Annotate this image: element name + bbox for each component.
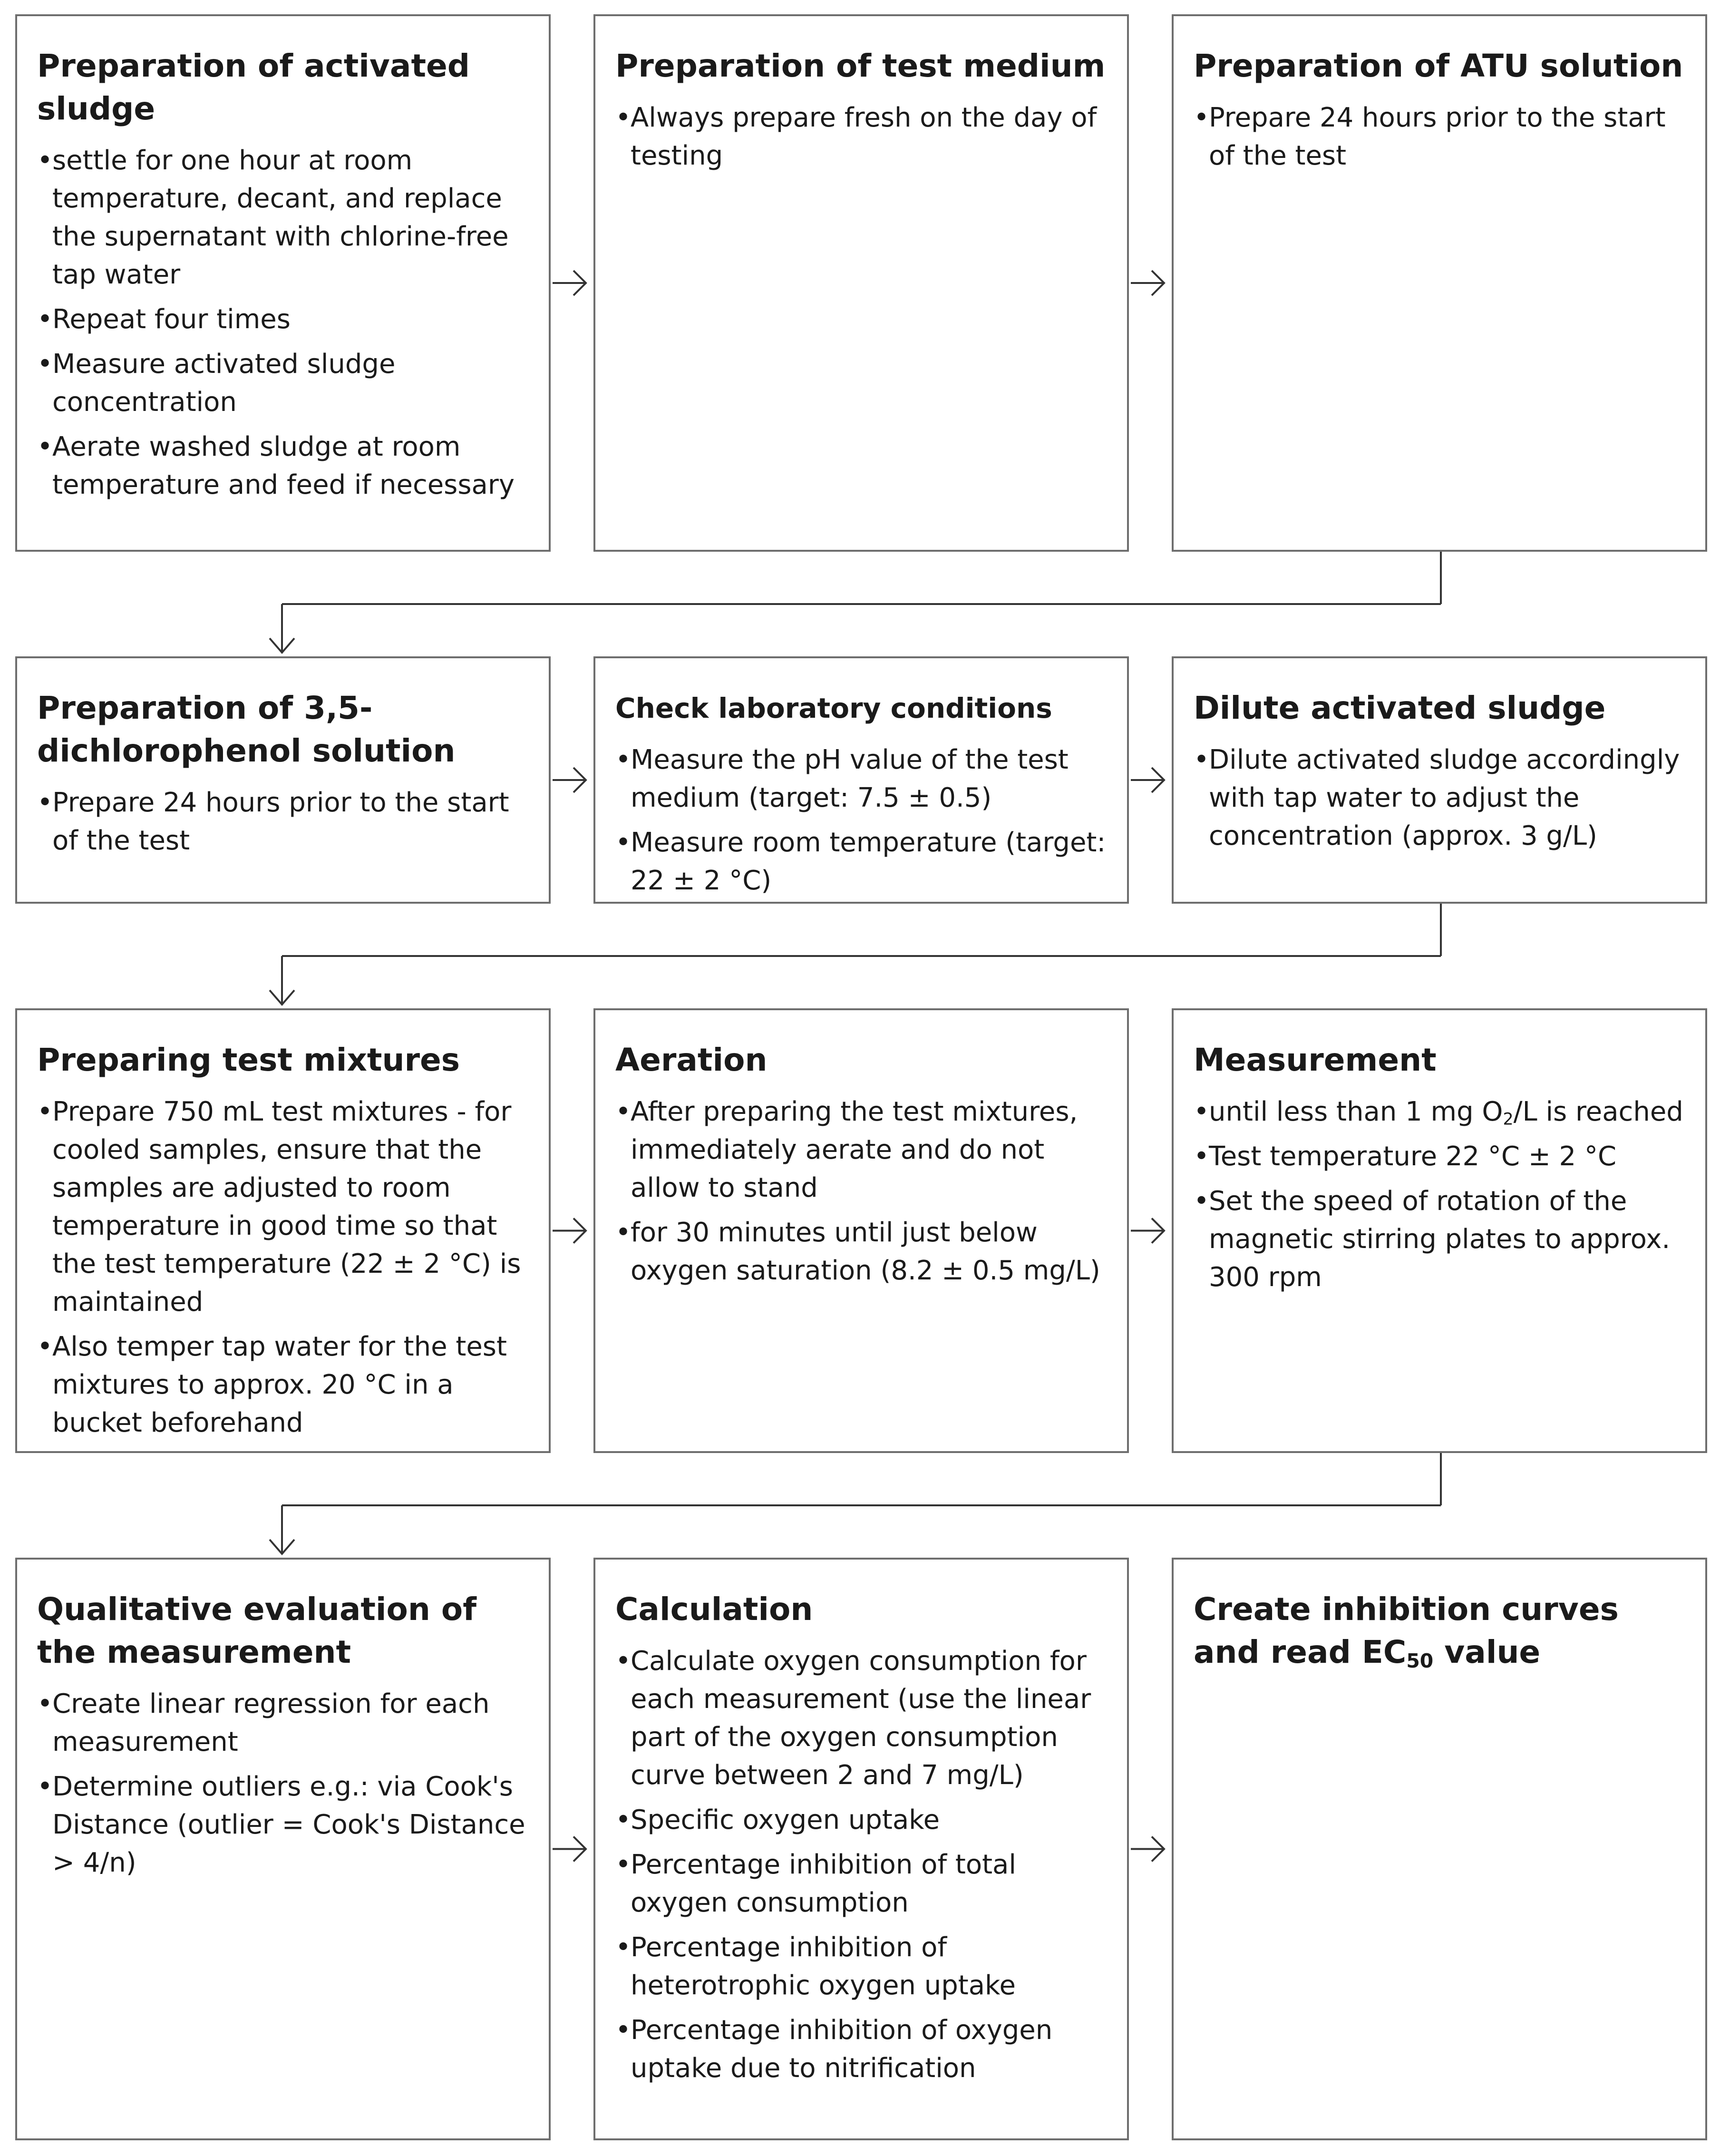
bullet-icon: • [615,744,632,775]
bullet-icon: • [37,787,53,818]
arrow-right-icon [553,1837,586,1862]
bullet-item [37,1328,530,1442]
step-bullet-list [37,1093,530,1442]
bullet-item [37,1093,530,1321]
step-title: Aeration [615,1042,768,1078]
step-bullet-list [1194,1093,1686,1297]
bullet-text: for 30 minutes until just below oxygen saturation (8.2 ± 0.5 mg/L) [631,1217,1100,1286]
bullet-text: Prepare 24 hours prior to the start of the test [1209,102,1666,171]
bullet-item [615,824,1108,900]
step-bullet-list [1194,741,1686,855]
bullet-text: Specific oxygen uptake [631,1805,940,1835]
step-box [593,1558,1129,2140]
step-bullet-list [615,99,1108,175]
arrow-down-icon [270,638,294,653]
bullet-item [615,1093,1108,1207]
step-bullet-list [37,784,530,860]
bullet-text: Create linear regression for each measurement [52,1688,490,1757]
bullet-item [37,428,530,504]
step-bullet-list [37,1685,530,1882]
step-box [1172,1558,1707,2140]
bullet-text: Prepare 24 hours prior to the start of the test [52,787,509,856]
bullet-icon: • [37,349,53,380]
bullet-icon: • [1194,744,1210,775]
text-part: /L is reached [1513,1096,1683,1127]
bullet-item [37,301,530,339]
bullet-item [615,741,1108,817]
bullet-item [615,1642,1108,1795]
bullet-icon: • [615,2015,632,2046]
bullet-text: Test temperature 22 °C ± 2 °C [1209,1141,1617,1172]
bullet-item [615,1214,1108,1290]
bullet-item [615,2011,1108,2088]
step-title: Preparation of 3,5-dichlorophenol solution [37,690,456,769]
step-box [593,656,1129,904]
bullet-item [37,1685,530,1761]
bullet-item [615,1929,1108,2005]
bullet-item [37,142,530,294]
bullet-icon: • [1194,1141,1210,1172]
bullet-icon: • [615,1646,632,1677]
arrow-right-icon [1131,271,1164,295]
arrow-right-icon [553,271,586,295]
bullet-text: Set the speed of rotation of the magnetic stirring plates to approx. 300 rpm [1209,1186,1671,1293]
step-box [15,656,551,904]
arrow-right-icon [1131,1837,1164,1862]
arrow-down-icon [270,1540,294,1554]
step-box [593,14,1129,552]
step-bullet-list [615,1642,1108,2088]
arrow-right-icon [1131,1219,1164,1243]
bullet-text: Aerate washed sludge at room temperature and feed if necessary [52,431,515,500]
bullet-icon: • [1194,1186,1210,1217]
bullet-icon: • [615,1932,632,1963]
bullet-text: Dilute activated sludge accordingly with tap water to adjust the concentration (approx. 3 g/L) [1209,744,1680,851]
step-title: Dilute activated sludge [1194,690,1606,726]
subscript: 2 [1503,1110,1514,1129]
bullet-item [1194,99,1686,175]
bullet-icon: • [37,304,53,335]
bullet-item [37,345,530,421]
bullet-text: settle for one hour at room temperature, decant, and replace the supernatant with chlorine-free tap water [52,145,509,290]
step-title: Preparation of test medium [615,48,1106,84]
step-title [1194,1588,1686,1674]
bullet-item [615,1846,1108,1922]
bullet-text: Percentage inhibition of total oxygen consumption [631,1849,1016,1918]
bullet-text: Calculate oxygen consumption for each measurement (use the linear part of the oxygen consumption curve between 2 and 7 mg/L) [631,1646,1091,1791]
step-box [15,14,551,552]
step-title: Preparation of activated sludge [37,48,470,127]
step-bullet-list [615,741,1108,900]
step-title: Check laboratory conditions [615,692,1052,724]
bullet-item [615,1801,1108,1839]
bullet-text: After preparing the test mixtures, immediately aerate and do not allow to stand [631,1096,1078,1203]
bullet-text: Always prepare fresh on the day of testing [631,102,1097,171]
bullet-icon: • [1194,1096,1210,1127]
bullet-text: Measure room temperature (target: 22 ± 2 °C) [631,827,1106,896]
bullet-item [1194,741,1686,855]
step-title: Measurement [1194,1042,1437,1078]
bullet-item [1194,1182,1686,1297]
text-part: until less than 1 mg O [1209,1096,1503,1127]
bullet-icon: • [37,1331,53,1362]
bullet-text: Percentage inhibition of heterotrophic oxygen uptake [631,1932,1016,2001]
text-part: Create inhibition curves and read EC [1194,1591,1619,1670]
bullet-item [37,1768,530,1882]
bullet-icon: • [1194,102,1210,133]
bullet-text: Also temper tap water for the test mixtures to approx. 20 °C in a bucket beforehand [52,1331,507,1438]
bullet-icon: • [37,145,53,176]
bullet-icon: • [615,1096,632,1127]
bullet-item [1194,1138,1686,1176]
arrow-right-icon [1131,768,1164,792]
step-title: Preparation of ATU solution [1194,48,1683,84]
bullet-text: Measure the pH value of the test medium (target: 7.5 ± 0.5) [631,744,1069,813]
text-part: value [1433,1634,1541,1670]
bullet-icon: • [615,1805,632,1835]
bullet-icon: • [615,1217,632,1248]
step-box [15,1558,551,2140]
bullet-text: Repeat four times [52,304,291,335]
bullet-icon: • [615,827,632,858]
bullet-text: Percentage inhibition of oxygen uptake due to nitrification [631,2015,1053,2084]
bullet-text: Prepare 750 mL test mixtures - for cooled samples, ensure that the samples are adjusted to room temperature in good time so that the test temperature (22 ± 2 °C) is maintained [52,1096,521,1317]
bullet-item [1194,1093,1686,1131]
arrow-down-icon [270,990,294,1005]
step-bullet-list [37,142,530,504]
step-title: Qualitative evaluation of the measurement [37,1591,476,1670]
bullet-item [37,784,530,860]
bullet-icon: • [37,1688,53,1719]
step-box [1172,14,1707,552]
bullet-icon: • [37,431,53,462]
step-bullet-list [1194,99,1686,175]
bullet-text: Determine outliers e.g.: via Cook's Distance (outlier = Cook's Distance > 4/n) [52,1771,525,1878]
bullet-icon: • [37,1771,53,1802]
bullet-text: Measure activated sludge concentration [52,349,396,418]
step-box [1172,1008,1707,1453]
bullet-text [1209,1096,1683,1127]
subscript: 50 [1406,1649,1434,1673]
bullet-item [615,99,1108,175]
step-box [15,1008,551,1453]
step-title: Calculation [615,1591,813,1628]
bullet-icon: • [615,102,632,133]
bullet-icon: • [615,1849,632,1880]
arrow-right-icon [553,768,586,792]
step-box [1172,656,1707,904]
step-title: Preparing test mixtures [37,1042,460,1078]
step-bullet-list [615,1093,1108,1290]
arrow-right-icon [553,1219,586,1243]
bullet-icon: • [37,1096,53,1127]
step-box [593,1008,1129,1453]
